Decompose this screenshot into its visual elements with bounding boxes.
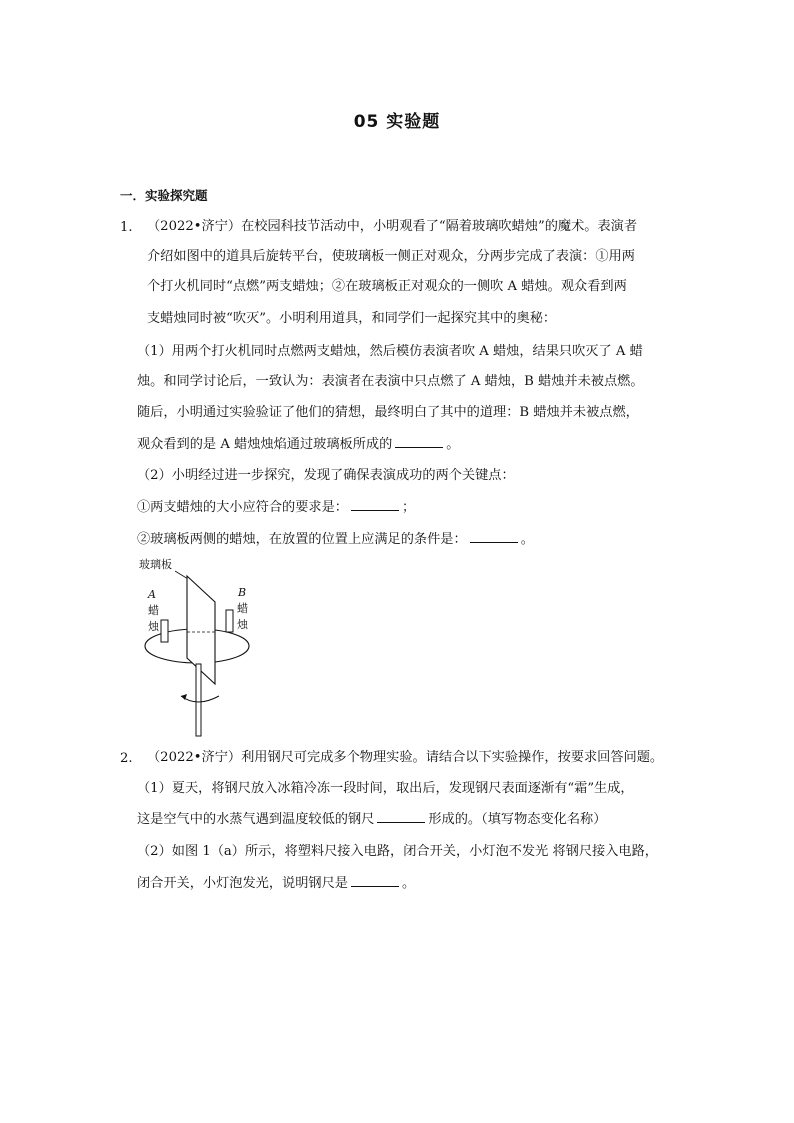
answer-blank xyxy=(395,435,443,448)
candle-b-label: B xyxy=(238,586,247,599)
q2-line-3-text: 这是空气中的水蒸气遇到温度较低的钢尺 xyxy=(137,812,375,827)
page-title: 05 实验题 xyxy=(353,112,441,132)
q1-line-2: 介绍如图中的道具后旋转平台，使玻璃板一侧正对观众，分两步完成了表演：①用两 xyxy=(147,249,635,264)
candle-glass-figure xyxy=(135,556,255,740)
q1-line-11 xyxy=(137,530,534,549)
question-1-number: 1. xyxy=(120,220,133,235)
q2-line-5 xyxy=(137,874,415,893)
candle-a xyxy=(161,620,168,642)
candle-a-text-1: 蜡 xyxy=(148,604,159,617)
q1-line-11-end: 。 xyxy=(520,532,534,547)
candle-b-text-2: 烛 xyxy=(237,618,248,631)
rotation-shaft xyxy=(196,664,201,736)
q2-line-3 xyxy=(137,810,606,829)
q1-line-11-text: ②玻璃板两侧的蜡烛，在放置的位置上应满足的条件是： xyxy=(137,532,467,547)
q1-line-9: （2）小明经过进一步探究，发现了确保表演成功的两个关键点： xyxy=(137,468,515,483)
q1-line-8-text: 观众看到的是 A 蜡烛烛焰通过玻璃板所成的 xyxy=(137,437,393,452)
section-heading: 一．实验探究题 xyxy=(120,188,208,203)
answer-blank xyxy=(351,498,399,511)
q2-line-1: （2022•济宁）利用钢尺可完成多个物理实验。请结合以下实验操作，按要求回答问题。 xyxy=(147,750,664,765)
q1-line-1: （2022•济宁）在校园科技节活动中，小明观看了“隔着玻璃吹蜡烛”的魔术。表演者 xyxy=(147,219,638,234)
answer-blank xyxy=(351,874,399,887)
question-2-number: 2. xyxy=(120,751,133,766)
q2-line-5-text: 闭合开关，小灯泡发光，说明钢尺是 xyxy=(137,876,348,891)
q1-line-8-end: 。 xyxy=(446,437,460,452)
q2-line-2: （1）夏天，将钢尺放入冰箱冷冻一段时间，取出后，发现钢尺表面逐渐有“霜”生成， xyxy=(137,781,634,796)
q1-line-4: 支蜡烛同时被“吹灭”。小明利用道具，和同学们一起探究其中的奥秘： xyxy=(147,311,557,326)
answer-blank xyxy=(470,530,518,543)
candle-b xyxy=(226,610,233,632)
q1-line-10-text: ①两支蜡烛的大小应符合的要求是： xyxy=(137,500,348,515)
q1-line-10-end: ； xyxy=(402,500,416,515)
q1-line-7: 随后，小明通过实验验证了他们的猜想，最终明白了其中的道理：B 蜡烛并未被点燃， xyxy=(137,405,639,420)
q1-line-6: 烛。和同学讨论后，一致认为：表演者在表演中只点燃了 A 蜡烛，B 蜡烛并未被点燃。 xyxy=(137,374,644,389)
q1-line-8 xyxy=(137,435,459,454)
q1-line-10 xyxy=(137,498,415,517)
candle-a-text-2: 烛 xyxy=(148,620,159,633)
glass-plate-label: 玻璃板 xyxy=(139,558,172,571)
candle-b-text-1: 蜡 xyxy=(237,602,248,615)
answer-blank xyxy=(377,810,425,823)
q1-line-3: 个打火机同时“点燃”两支蜡烛；②在玻璃板正对观众的一侧吹 A 蜡烛。观众看到两 xyxy=(147,279,627,294)
q2-line-4: （2）如图 1（a）所示，将塑料尺接入电路，闭合开关，小灯泡不发光 将钢尺接入电路， xyxy=(137,844,658,859)
candle-a-label: A xyxy=(148,588,156,601)
q2-line-3-end: 形成的。（填写物态变化名称） xyxy=(428,812,607,827)
q1-line-5: （1）用两个打火机同时点燃两支蜡烛，然后模仿表演者吹 A 蜡烛，结果只吹灭了 A 蜡 xyxy=(137,344,643,359)
q2-line-5-end: 。 xyxy=(402,876,416,891)
